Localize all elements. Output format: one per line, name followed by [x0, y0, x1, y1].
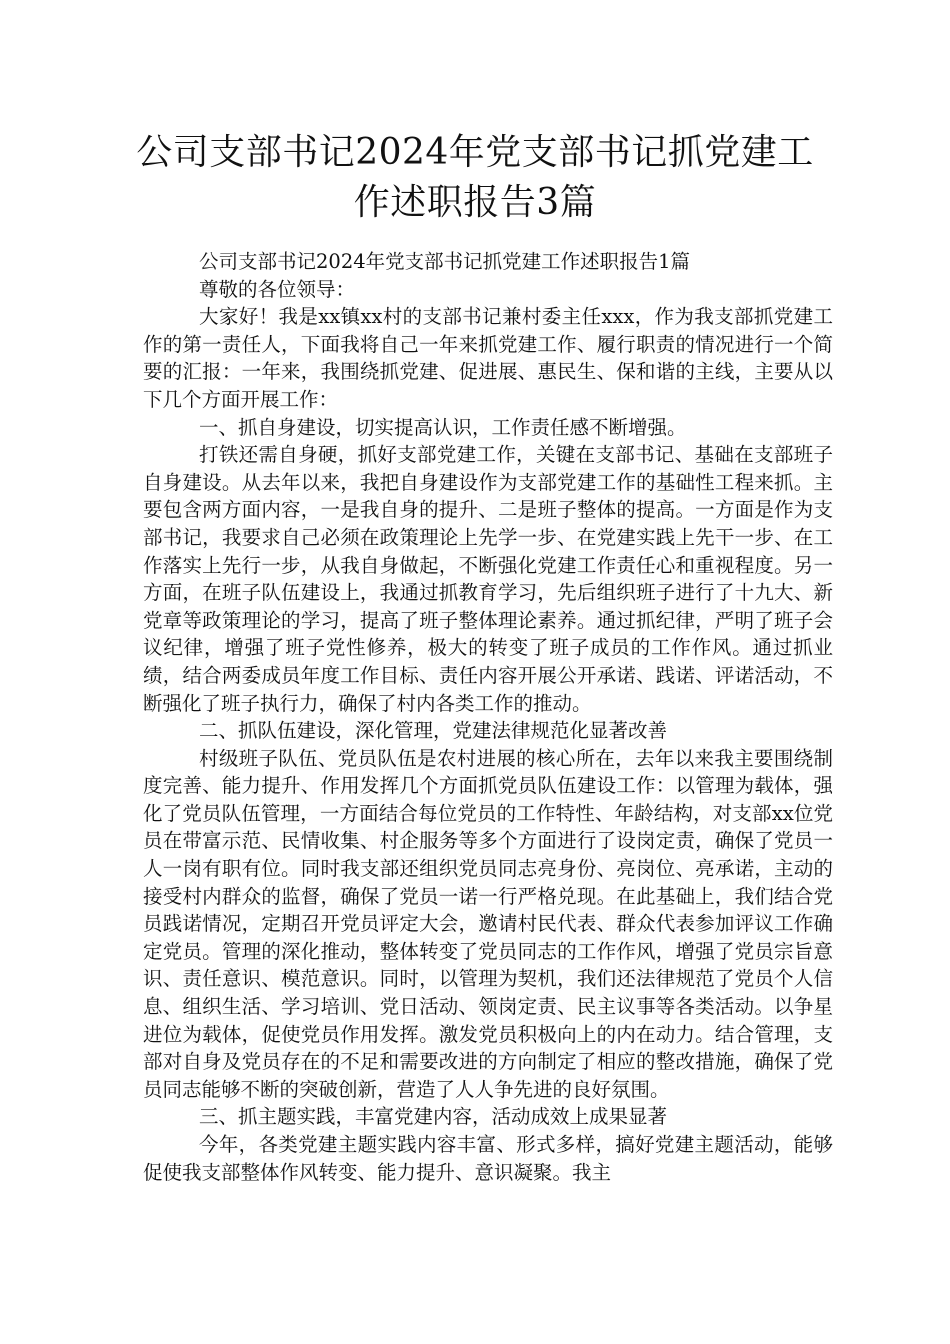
- section-paragraph-3: 今年，各类党建主题实践内容丰富、形式多样，搞好党建主题活动，能够促使我支部整体作风转变、能力提升、意识凝聚。我主: [143, 1133, 833, 1184]
- salutation: 尊敬的各位领导：: [199, 277, 356, 301]
- report-subtitle: 公司支部书记2024年党支部书记抓党建工作述职报告1篇: [199, 250, 691, 273]
- section-heading-1: 一、抓自身建设，切实提高认识，工作责任感不断增强。: [199, 415, 687, 439]
- document-body: [143, 248, 833, 1186]
- document-title: 公司支部书记2024年党支部书记抓党建工作述职报告3篇: [136, 132, 814, 223]
- section-paragraph-2: 村级班子队伍、党员队伍是农村进展的核心所在，去年以来我主要围绕制度完善、能力提升、作用发挥几个方面抓党员队伍建设工作：以管理为载体，强化了党员队伍管理，一方面结合每位党员的工作特性、年龄结构，对支部xx位党员在带富示范、民情收集、村企服务等多个方面进行了设岗定责，确保了党员一人一岗有职有位。同时我支部还组织党员同志亮身份、亮岗位、亮承诺，主动的接受村内群众的监督，确保了党员一诺一行严格兑现。在此基础上，我们结合党员践诺情况，定期召开党员评定大会，邀请村民代表、群众代表参加评议工作确定党员。管理的深化推动，整体转变了党员同志的工作作风，增强了党员宗旨意识、责任意识、模范意识。同时，以管理为契机，我们还法律规范了党员个人信息、组织生活、学习培训、党日活动、领岗定责、民主议事等各类活动。以争星进位为载体，促使党员作用发挥。激发党员积极向上的内在动力。结合管理，支部对自身及党员存在的不足和需要改进的方向制定了相应的整改措施，确保了党员同志能够不断的突破创新，营造了人人争先进的良好氛围。: [143, 746, 833, 1101]
- section-heading-2: 二、抓队伍建设，深化管理，党建法律规范化显著改善: [199, 719, 668, 743]
- intro-paragraph: 大家好！我是xx镇xx村的支部书记兼村委主任xxx，作为我支部抓党建工作的第一责任人，下面我将自己一年来抓党建工作、履行职责的情况进行一个简要的汇报：一年来，我围绕抓党建、促进展、惠民生、保和谐的主线，主要从以下几个方面开展工作：: [143, 305, 833, 411]
- section-heading-3: 三、抓主题实践，丰富党建内容，活动成效上成果显著: [199, 1105, 668, 1129]
- section-paragraph-1: 打铁还需自身硬，抓好支部党建工作，关键在支部书记、基础在支部班子自身建设。从去年以来，我把自身建设作为支部党建工作的基础性工程来抓。主要包含两方面内容，一是我自身的提升、二是班子整体的提高。一方面是作为支部书记，我要求自己必须在政策理论上先学一步、在党建实践上先干一步、在工作落实上先行一步，从我自身做起，不断强化党建工作责任心和重视程度。另一方面，在班子队伍建设上，我通过抓教育学习，先后组织班子进行了十九大、新党章等政策理论的学习，提高了班子整体理论素养。通过抓纪律，严明了班子会议纪律，增强了班子党性修养，极大的转变了班子成员的工作作风。通过抓业绩，结合两委成员年度工作目标、责任内容开展公开承诺、践诺、评诺活动，不断强化了班子执行力，确保了村内各类工作的推动。: [143, 443, 833, 715]
